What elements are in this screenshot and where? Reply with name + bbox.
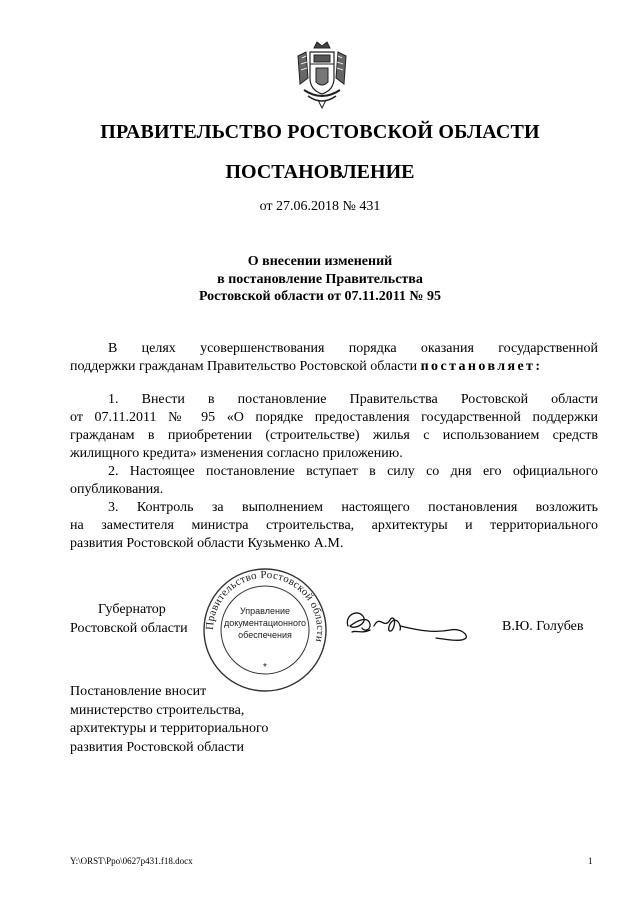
official-stamp-icon — [201, 566, 329, 694]
position-line: Ростовской области — [70, 621, 188, 636]
introduced-by-line: развития Ростовской области — [70, 739, 244, 755]
document-subject — [0, 253, 640, 306]
introduced-by-block — [70, 683, 268, 757]
position-line: Губернатор — [98, 602, 166, 617]
government-title: ПРАВИТЕЛЬСТВО РОСТОВСКОЙ ОБЛАСТИ — [100, 121, 540, 143]
footer-file-path: Y:\ORST\Ppo\0627p431.f18.docx — [70, 856, 193, 866]
item-1-line: от 07.11.2011 № 95 «О порядке предоставления государственной поддержки — [70, 410, 598, 425]
signatory-position — [70, 600, 188, 638]
introduced-by-line: Постановление вносит — [70, 684, 207, 699]
stamp-star: * — [263, 662, 267, 673]
page-number: 1 — [588, 856, 593, 866]
signatory-name: В.Ю. Голубев — [502, 619, 584, 634]
subject-line: О внесении изменений — [247, 254, 393, 269]
resolution-items — [70, 391, 598, 553]
preamble-paragraph — [70, 340, 598, 376]
resolves-keyword: постановляет: — [420, 359, 543, 374]
introduced-by-line: министерство строительства, — [70, 702, 245, 718]
stamp-inner-line: обеспечения — [238, 630, 292, 640]
introduced-by-line: архитектуры и территориального — [70, 721, 269, 736]
item-3-line: 3. Контроль за выполнением настоящего постановления возложить — [108, 500, 598, 515]
coat-of-arms-icon — [292, 38, 352, 110]
item-1-line: 1. Внести в постановление Правительства Ростовской области — [108, 392, 598, 407]
preamble-line — [70, 358, 598, 376]
preamble-line: В целях усовершенствования порядка оказания государственной — [108, 341, 598, 356]
subject-line: Ростовской области от 07.11.2011 № 95 — [198, 289, 442, 304]
stamp-inner-line: документационного — [223, 618, 307, 628]
item-2-line: 2. Настоящее постановление вступает в силу со дня его официального — [108, 464, 598, 479]
stamp-outer-text: Правительство Ростовской области — [203, 568, 327, 644]
item-1-line: гражданам в приобретении (строительстве) жилья с использованием средств — [70, 428, 598, 443]
document-date-number: от 27.06.2018 № 431 — [259, 199, 381, 214]
handwritten-signature-icon — [340, 600, 475, 648]
document-type-heading: ПОСТАНОВЛЕНИЕ — [225, 161, 415, 183]
item-3-line: развития Ростовской области Кузьменко А.М. — [70, 536, 344, 551]
item-1-line: жилищного кредита» изменения согласно приложению. — [70, 446, 403, 461]
subject-line: в постановление Правительства — [217, 271, 423, 287]
preamble-text: поддержки гражданам Правительство Ростовской области — [70, 359, 421, 374]
item-3-line: на заместителя министра строительства, архитектуры и территориального — [70, 518, 598, 533]
item-2-line: опубликования. — [70, 482, 164, 497]
stamp-inner-line: Управление — [239, 606, 291, 616]
